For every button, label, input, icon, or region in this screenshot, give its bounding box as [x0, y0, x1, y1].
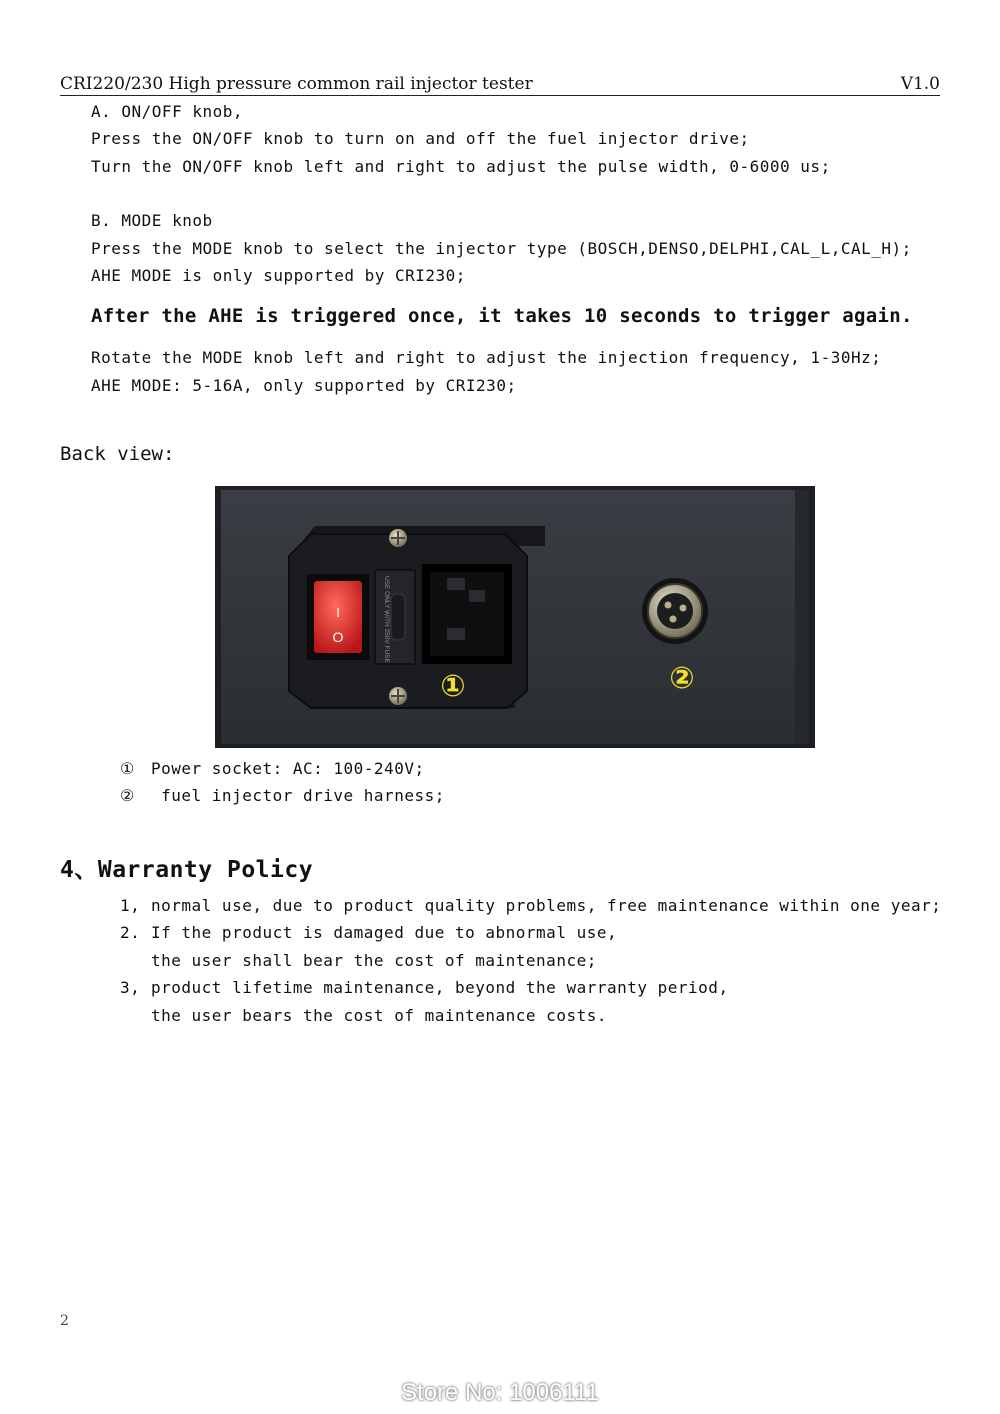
caption-drive-harness: fuel injector drive harness; [151, 786, 445, 805]
section-b-line: Press the MODE knob to select the injector type (BOSCH,DENSO,DELPHI,CAL_L,CAL_H); [91, 239, 912, 258]
warranty-item-line: normal use, due to product quality problems, free maintenance within one year; [151, 896, 942, 915]
warranty-item-line: If the product is damaged due to abnormal use, [151, 923, 618, 942]
section-b-title: B. MODE knob [91, 211, 213, 230]
caption-number: ② [120, 786, 135, 805]
caption-power-socket: Power socket: AC: 100-240V; [151, 759, 425, 778]
section-a-title: A. ON/OFF knob, [91, 102, 243, 121]
document-version: V1.0 [900, 74, 940, 94]
fuse-label: USE ONLY WITH 250V FUSE [383, 576, 390, 663]
section-b-line: AHE MODE: 5-16A, only supported by CRI230; [91, 376, 517, 395]
back-view-title: Back view: [60, 443, 175, 465]
store-watermark: Store No: 1006111 [401, 1379, 599, 1406]
warranty-item-line: the user bears the cost of maintenance costs. [151, 1006, 607, 1025]
warranty-item-number: 2. [120, 923, 141, 942]
page-number: 2 [60, 1313, 69, 1329]
warranty-item-line: product lifetime maintenance, beyond the warranty period, [151, 978, 729, 997]
section-b-line: Rotate the MODE knob left and right to adjust the injection frequency, 1-30Hz; [91, 348, 882, 367]
marker-2: ② [669, 661, 695, 696]
marker-1: ① [440, 669, 466, 704]
section-a-line: Turn the ON/OFF knob left and right to adjust the pulse width, 0-6000 us; [91, 157, 831, 176]
warranty-item-line: the user shall bear the cost of maintenance; [151, 951, 597, 970]
switch-off-mark: O [332, 629, 344, 645]
caption-number: ① [120, 759, 135, 778]
back-view-photo [215, 486, 815, 748]
ahe-warning: After the AHE is triggered once, it takes 10 seconds to trigger again. [91, 305, 913, 327]
warranty-item-number: 1, [120, 896, 141, 915]
warranty-title: 4、Warranty Policy [60, 857, 314, 883]
document-header-title: CRI220/230 High pressure common rail injector tester [60, 74, 533, 94]
header-rule [60, 95, 940, 96]
switch-on-mark: I [336, 605, 340, 620]
section-a-line: Press the ON/OFF knob to turn on and off the fuel injector drive; [91, 129, 750, 148]
warranty-item-number: 3, [120, 978, 141, 997]
section-b-line: AHE MODE is only supported by CRI230; [91, 266, 466, 285]
